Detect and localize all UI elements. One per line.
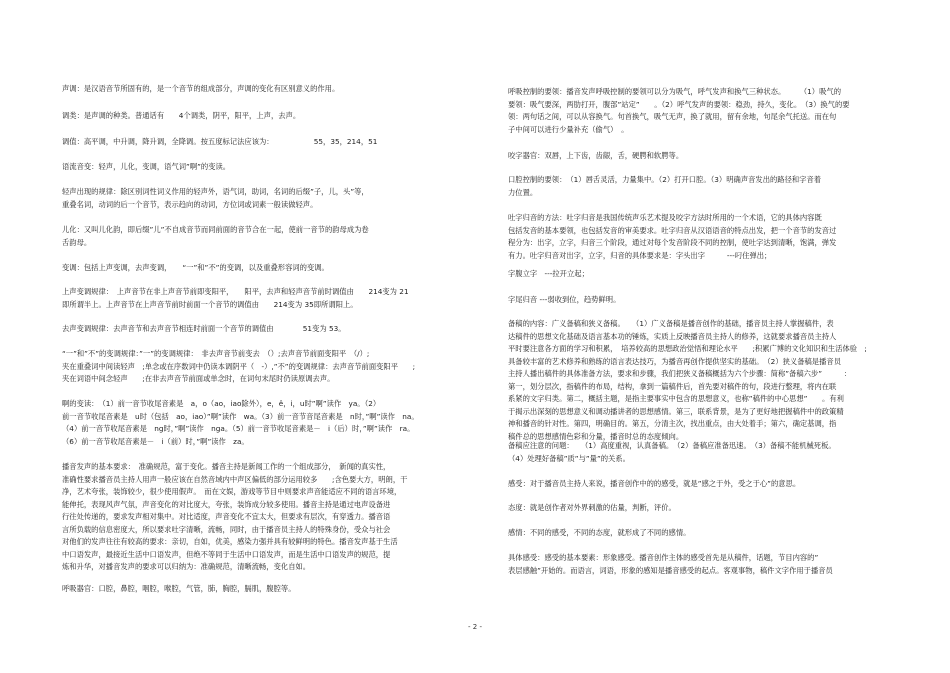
paragraph xyxy=(508,552,908,577)
text-line: 有力。吐字归音对出字，立字，归音的具体要求是：字头出字 ---叼住弹出； xyxy=(508,250,772,260)
text-line: 字尾归音 ---弱收到位，趋势鲜明。 xyxy=(508,295,621,304)
text-line: 神和播音的针对性。第四，明确目的。第五，分清主次，找出重点，由大处着手；第六，确定基调，指 xyxy=(508,419,837,428)
text-line: 平时要注意各方面的学习和积累， 培养较高的思想政治觉悟和理论水平 ;积累广博的文化知识和生活体验 ; xyxy=(508,344,867,353)
text-line: 变调：包括上声变调，去声变调， “一”和”不”的变调，以及重叠形容词的变调。 xyxy=(62,263,329,272)
text-line: 第一，划分层次，指稿件的布局，结构，拿到一篇稿件后，首先要对稿件的句，段进行整理，将内在联 xyxy=(508,381,837,391)
text-line: 备稿应注意的问题： （1）高度重视，认真备稿。 （2）备稿应准备迅速。 （3）备稿不能机械死板。 xyxy=(508,441,836,450)
paragraph xyxy=(508,527,908,540)
paragraph xyxy=(508,86,908,136)
text-line: 重叠名词，动词的后一个音节，表示趋向的动词，方位词或词素一般读做轻声。 xyxy=(62,199,318,209)
text-line: 中口语发声，最接近生活中口语发声，但绝不等同于生活中口语发声，而是生活中口语发声的规范，提 xyxy=(62,549,391,559)
paragraph xyxy=(62,348,462,386)
text-line: 能伸托，表现风声气氛，声音变化的对比度大，夸张，装饰成分较多使用。播音主持是通过电声设备进 xyxy=(62,499,391,509)
paragraph xyxy=(62,110,462,123)
text-line: 调值：高平调，中升调，降升调，全降调。按五度标记法应该为： 55，35，214，51 xyxy=(62,137,378,146)
paragraph xyxy=(62,136,462,149)
text-line: 子中间可以进行少量补充（偷气） 。 xyxy=(508,124,629,134)
paragraph xyxy=(62,461,462,574)
text-line: 即所谓半上。上声音节在上声音节前时前面一个音节的调值由 214变为 35即所谓阳上。 xyxy=(62,299,358,309)
paragraph xyxy=(508,212,908,262)
text-line: 要领：吸气要深，两肋打开，腹部”站定” 。（2）呼气发声的要领：稳劲，持久，变化。 （3）换气的要 xyxy=(508,99,850,109)
paragraph xyxy=(508,318,908,443)
page-number: - 2 - xyxy=(468,623,482,631)
text-line: 稿件总的思想感情色彩和分量，播音时总的态度倾向。 xyxy=(508,431,684,441)
text-line: 舌韵母。 xyxy=(62,237,92,247)
paragraph xyxy=(62,323,462,336)
text-line: 调类：是声调的种类。普通话有 4个调类，阴平，阳平，上声，去声。 xyxy=(62,111,301,120)
text-line: 表层感触”开始的。而语言，词语，形象的感知是播音感受的起点。客观事物，稿件文字作用于播音员 xyxy=(508,565,833,575)
paragraph xyxy=(62,398,462,448)
text-line: 咬字器官：双唇，上下齿，齿龈，舌，硬腭和软腭等。 xyxy=(508,151,684,160)
paragraph xyxy=(508,150,908,163)
text-line: 儿化：又叫儿化韵，即后缀”儿”不自成音节而同前面的音节合在一起，使前一音节的韵母成为卷 xyxy=(62,225,369,234)
text-line: 炼和升华，对播音发声的要求可以归纳为：准确规范，清晰流畅，变化自如。 xyxy=(62,562,311,571)
text-line: 主持人播出稿件的具体准备方法，要求和步骤，我们把狭义备稿概括为六个步骤：简称”备稿六步” ： xyxy=(508,369,852,378)
text-line: 言所负载的信息密度大，所以要求吐字清晰，流畅，同时，由于播音员主持人的特殊身份，受众与社会 xyxy=(62,524,391,534)
text-line: 语流音变：轻声，儿化，变调，语气词”啊”的变读。 xyxy=(62,162,231,171)
text-line: 吐字归音的方法：吐字归音是我国传统声乐艺术提及咬字方法时所用的一个术语，它的具体内容既 xyxy=(508,213,822,222)
text-line: 轻声出现的规律：除区别词性词义作用的轻声外，语气词，助词，名词的后缀”子，儿，头”等， xyxy=(62,187,369,196)
text-line: 态度：就是创作者对外界刺激的估量，判断，评价。 xyxy=(508,503,676,512)
text-line: 感情：不同的感受，不同的态度，就形成了不同的感情。 xyxy=(508,528,691,537)
paragraph xyxy=(62,186,462,211)
paragraph xyxy=(62,224,462,249)
text-line: 行往处传递的，要求发声相对集中。对比适度，声音变化不宜太大，但要求有层次，有穿透力。播音语 xyxy=(62,512,391,521)
text-line: 夹在词语中间念轻声 ;在非去声音节前面或单念时，在词句末尾时仍读原调去声。 xyxy=(62,374,335,383)
text-line: 夹在重叠词中间读轻声 ;单念或在序数词中仍读本调阴平（ -）,”不”的变调规律：去声音节前面变阳平 ; xyxy=(62,361,416,371)
paragraph xyxy=(508,440,908,465)
text-line: 具备较丰富的艺术修养和熟练的语言表达技巧，为播音再创作提供坚实的基础。 （2）狭义备稿是播音员 xyxy=(508,356,841,366)
text-line: 包括发音的基本要领，也包括发音的审美要求。吐字归音从汉语语音的特点出发，把一个音节的发音过 xyxy=(508,225,837,235)
text-line: 去声变调规律：去声音节和去声音节相连时前面一个音节的调值由 51变为 53。 xyxy=(62,324,346,333)
text-line: （4）前一音节收尾音素是 ng时，”啊”读作 nga。（5）前一音节收尾音素是－ i（后）时，”啊”读作 ra。 xyxy=(62,424,415,433)
text-line: 领：两句话之间，可以从容换气。句首换气，吸气无声，换了就用，留有余地，句尾余气托送。而在句 xyxy=(508,112,837,121)
text-line: 程分为：出字，立字，归音三个阶段，通过对每个发音阶段不同的控制，使吐字达到清晰，饱满，弹发 xyxy=(508,238,837,247)
text-line: 准确性要求播音员主持人用声一般应该在自然音域内中声区偏低的部分运用较多 ;含色要大方，明朗，干 xyxy=(62,474,408,484)
text-line: 净，艺术夸张，装饰较少，很少使用假声。 而在文娱，游戏等节目中则要求声音能适应不同的语言环境， xyxy=(62,487,402,496)
text-line: 达稿件的思想文化基础及语言基本功的锤炼，实质上反映播音员主持人的修养，这就要求播音员主持人 xyxy=(508,331,837,341)
paragraph xyxy=(62,286,462,311)
text-line: “一”和”不”的变调规律：”一”的变调规律： 非去声音节前变去 （）;去声音节前面变阳平 （/）; xyxy=(62,349,370,358)
text-line: 感受：对于播音员主持人来说，播音创作中的的感受，就是”感之于外，受之于心”的意思。 xyxy=(508,479,801,488)
text-line: （4）处理好备稿”质”与”量”的关系。 xyxy=(508,453,630,463)
paragraph xyxy=(508,294,908,307)
text-line: 口腔控制的要领： （1）唇舌灵活，力量集中。（2）打开口腔。（3）明确声音发出的路径和字音着 xyxy=(508,175,822,184)
text-line: 呼吸器官：口腔，鼻腔，咽腔，喉腔，气管，肺，胸腔，膈肌，腹腔等。 xyxy=(62,584,296,593)
paragraph xyxy=(508,268,908,281)
text-line: 对他们的发声往往有较高的要求：亲切，自如，优美，感染力强并具有较鲜明的特色。播音发声基于生活 xyxy=(62,537,398,546)
text-line: 呼吸控制的要领：播音发声呼吸控制的要领可以分为吸气，呼气发声和换气三种状态。 （1）吸气的 xyxy=(508,87,841,96)
text-line: 上声变调规律： 上声音节在非上声音节前即变阳平， 阳平，去声和轻声音节前时调值由 214变为 21 xyxy=(62,287,409,296)
text-line: 啊的变读： （1）前一音节收尾音素是 a，o（ao，iao除外），e，ê，i，u时”啊”读作 ya。（2） xyxy=(62,399,381,408)
paragraph xyxy=(508,502,908,515)
text-line: 播音发声的基本要求： 准确规范，富于变化。播音主持是新闻工作的一个组成部分， 新闻的真实性， xyxy=(62,462,391,471)
paragraph xyxy=(62,583,462,596)
text-line: （6）前一音节收尾音素是－ i（前）时，”啊”读作 za。 xyxy=(62,436,249,446)
text-line: 于揭示出深刻的思想意义和调动播讲者的思想感情。第三，联系背景，是为了更好地把握稿件中的政策精 xyxy=(508,406,844,416)
paragraph xyxy=(62,161,462,174)
paragraph xyxy=(508,478,908,491)
paragraph xyxy=(508,174,908,199)
paragraph xyxy=(62,83,462,96)
text-line: 前一音节收尾音素是 u时（包括 ao，iao）”啊”读作 wa。（3）前一音节音尾音素是 n时，”啊”读作 na。 xyxy=(62,411,419,421)
text-line: 字腹立字 ---拉开立起； xyxy=(508,269,589,278)
text-line: 系紧的文字归类。第二，概括主题，是指主要事实中包含的思想意义，也称”稿件的中心思想” 。有利 xyxy=(508,394,844,403)
paragraph xyxy=(62,262,462,275)
text-line: 声调：是汉语音节所固有的，是一个音节的组成部分，声调的变化有区别意义的作用。 xyxy=(62,84,340,93)
text-line: 具体感受：感受的基本要素：形象感受。播音创作主体的感受首先是从稿件，话题，节目内容的” xyxy=(508,553,819,562)
text-line: 力位置。 xyxy=(508,187,538,197)
text-line: 备稿的内容：广义备稿和狭义备稿。 （1）广义备稿是播音创作的基础，播音员主持人掌握稿件，表 xyxy=(508,319,834,328)
